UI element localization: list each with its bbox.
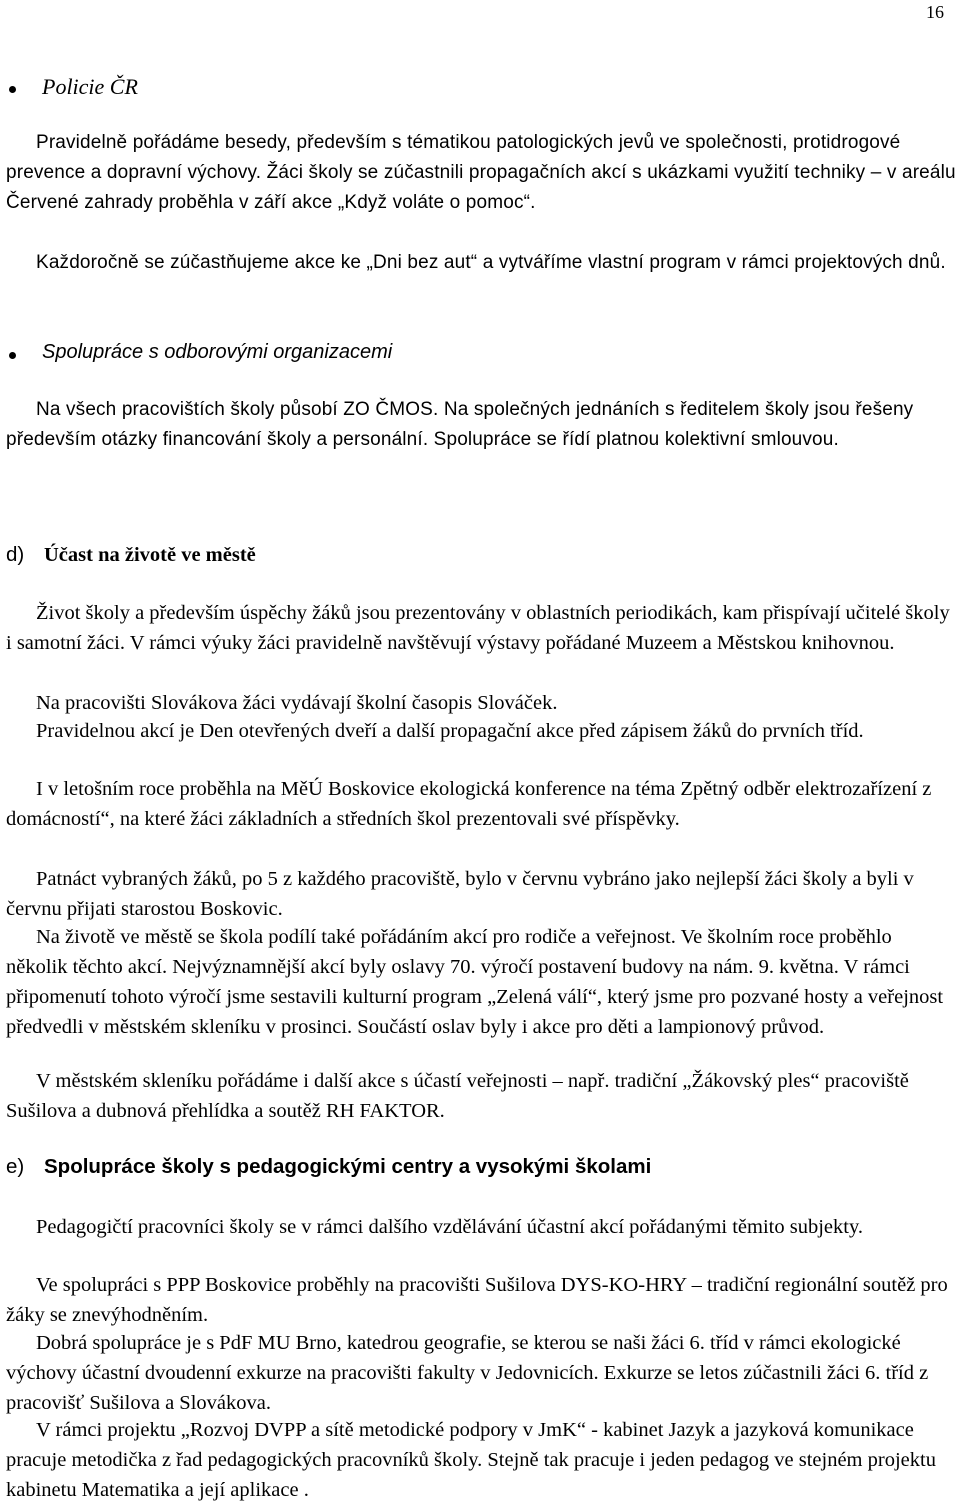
paragraph: Na pracovišti Slovákova žáci vydávají školní časopis Slováček. bbox=[36, 692, 558, 714]
paragraph: Dobrá spolupráce je s PdF MU Brno, katedrou geografie, se kterou se naši žáci 6. tříd v rámci ekologické výchovy účastní dvoudenní exkurze na pracovišti fakulty v Jedovnicích. Exkurze se letos zúčastnili žáci 6. tříd z pracovišť Sušilova a Slovákova. bbox=[6, 1332, 929, 1414]
bullet-icon bbox=[9, 86, 16, 93]
page-number: 16 bbox=[926, 2, 944, 22]
paragraph: Na životě ve městě se škola podílí také pořádáním akcí pro rodiče a veřejnost. Ve školním roce proběhlo několik těchto akcí. Nejvýznamnější akcí byly oslavy 70. výročí postavení budovy na nám. 9. května. V rámci připomenutí tohoto výročí jsme sestavili kulturní program „Zelená válí“, který jsme pro pozvané hosty a veřejnost předvedli v městském skleníku v prosinci. Součástí oslav byly i akce pro děti a lampionový průvod. bbox=[6, 926, 944, 1038]
section-title: Účast na životě ve městě bbox=[44, 544, 256, 566]
paragraph: Život školy a především úspěchy žáků jsou prezentovány v oblastních periodikách, kam přispívají učitelé školy i samotní žáci. V rámci výuky žáci pravidelně navštěvují výstavy pořádané Muzeem a Městskou knihovnou. bbox=[6, 602, 950, 654]
section-heading-e bbox=[6, 1155, 651, 1179]
paragraph: V městském skleníku pořádáme i další akce s účastí veřejnosti – např. tradiční „Žákovský ples“ pracoviště Sušilova a dubnová přehlídka a soutěž RH FAKTOR. bbox=[6, 1070, 909, 1122]
bullet-title: Policie ČR bbox=[42, 74, 138, 99]
paragraph: I v letošním roce proběhla na MěÚ Boskovice ekologická konference na téma Zpětný odběr elektrozařízení z domácností“, na které žáci základních a středních škol prezentovali své příspěvky. bbox=[6, 778, 932, 830]
section-heading-d bbox=[6, 543, 256, 567]
paragraph: Pravidelnou akcí je Den otevřených dveří a další propagační akce před zápisem žáků do prvních tříd. bbox=[36, 720, 864, 742]
paragraph: Ve spolupráci s PPP Boskovice proběhly na pracovišti Sušilova DYS-KO-HRY – tradiční regionální soutěž pro žáky se znevýhodněním. bbox=[6, 1274, 948, 1326]
bullet-title: Spolupráce s odborovými organizacemi bbox=[42, 341, 393, 363]
paragraph: V rámci projektu „Rozvoj DVPP a sítě metodické podpory v JmK“ - kabinet Jazyk a jazyková komunikace pracuje metodička z řad pedagogických pracovníků školy. Stejně tak pracuje i jeden pedagog ve stejném projektu kabinetu Matematika a její aplikace . bbox=[6, 1419, 936, 1501]
paragraph: Každoročně se zúčastňujeme akce ke „Dni bez aut“ a vytváříme vlastní program v rámci projektových dnů. bbox=[36, 252, 946, 273]
paragraph: Pravidelně pořádáme besedy, především s tématikou patologických jevů ve společnosti, protidrogové prevence a dopravní výchovy. Žáci školy se zúčastnili propagačních akcí s ukázkami využití techniky – v areálu Červené zahrady proběhla v září akce „Když voláte o pomoc“. bbox=[6, 132, 956, 213]
paragraph: Na všech pracovištích školy působí ZO ČMOS. Na společných jednáních s ředitelem školy jsou řešeny především otázky financování školy a personální. Spolupráce se řídí platnou kolektivní smlouvou. bbox=[6, 399, 914, 450]
paragraph: Patnáct vybraných žáků, po 5 z každého pracoviště, bylo v červnu vybráno jako nejlepší žáci školy a byli v červnu přijati starostou Boskovic. bbox=[6, 868, 914, 920]
section-title: Spolupráce školy s pedagogickými centry a vysokými školami bbox=[44, 1155, 652, 1178]
section-letter: d) bbox=[6, 543, 25, 566]
bullet-icon bbox=[9, 352, 16, 359]
paragraph: Pedagogičtí pracovníci školy se v rámci dalšího vzdělávání účastní akcí pořádanými těmito subjekty. bbox=[36, 1216, 863, 1238]
section-letter: e) bbox=[6, 1155, 25, 1178]
